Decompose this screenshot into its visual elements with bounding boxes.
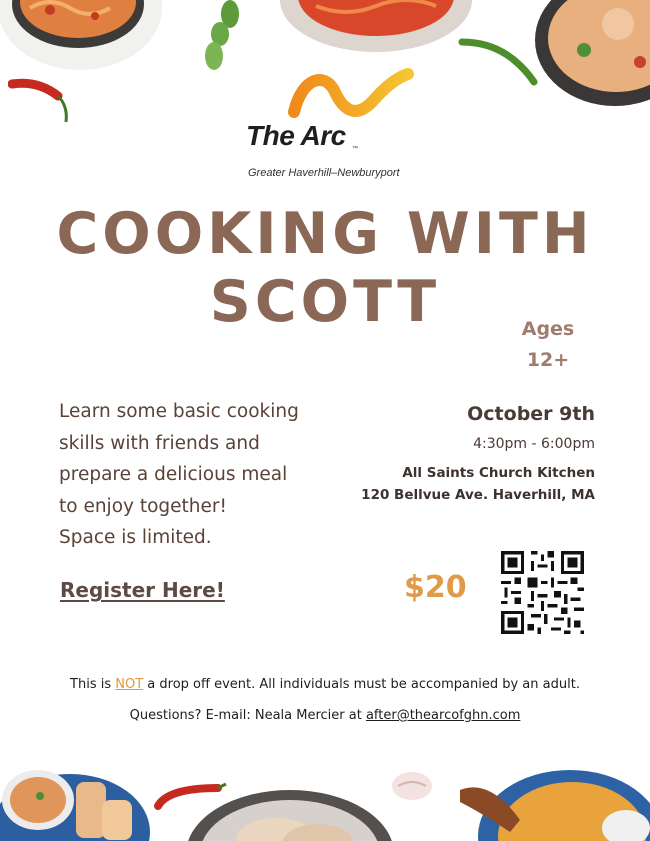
chili-pepper-icon [8, 74, 78, 128]
event-description: Learn some basic cooking skills with friends and prepare a delicious meal to enjoy together! Space is limited. [59, 401, 299, 548]
price: $20 [404, 570, 467, 605]
logo-name: The Arc [246, 120, 346, 151]
drop-off-notice [0, 677, 650, 692]
age-label: Ages [521, 318, 575, 340]
pasta-bowl-icon [520, 0, 650, 110]
pasta-bowl-icon [0, 0, 180, 80]
register-link[interactable]: Register Here! [60, 578, 225, 602]
contact-prefix: Questions? E-mail: Neala Mercier at [129, 708, 366, 723]
logo-subtitle: Greater Haverhill–Newburyport [248, 167, 400, 179]
event-venue: All Saints Church Kitchen [402, 465, 595, 481]
event-time: 4:30pm - 6:00pm [473, 436, 595, 452]
page-title: COOKING WITH SCOTT [56, 201, 594, 335]
age-badge [508, 314, 588, 376]
notice-emphasis: NOT [115, 677, 144, 692]
pasta-bowl-icon [276, 0, 476, 52]
age-value: 12+ [526, 349, 570, 371]
chicken-rice-plate-icon [440, 740, 650, 841]
flatbread-plate-icon [180, 782, 400, 841]
notice-suffix: a drop off event. All individuals must be accompanied by an adult. [143, 677, 580, 692]
logo-trademark: ™ [352, 146, 358, 152]
event-address: 120 Bellvue Ave. Haverhill, MA [361, 487, 595, 503]
qr-code-icon[interactable] [501, 551, 584, 634]
garlic-icon [388, 766, 438, 806]
contact-line [0, 708, 650, 723]
event-date: October 9th [467, 403, 595, 425]
curry-plate-icon [0, 740, 160, 841]
contact-email-link[interactable]: after@thearcofghn.com [365, 708, 521, 723]
notice-prefix: This is [70, 677, 116, 692]
green-bean-icon [198, 0, 258, 80]
